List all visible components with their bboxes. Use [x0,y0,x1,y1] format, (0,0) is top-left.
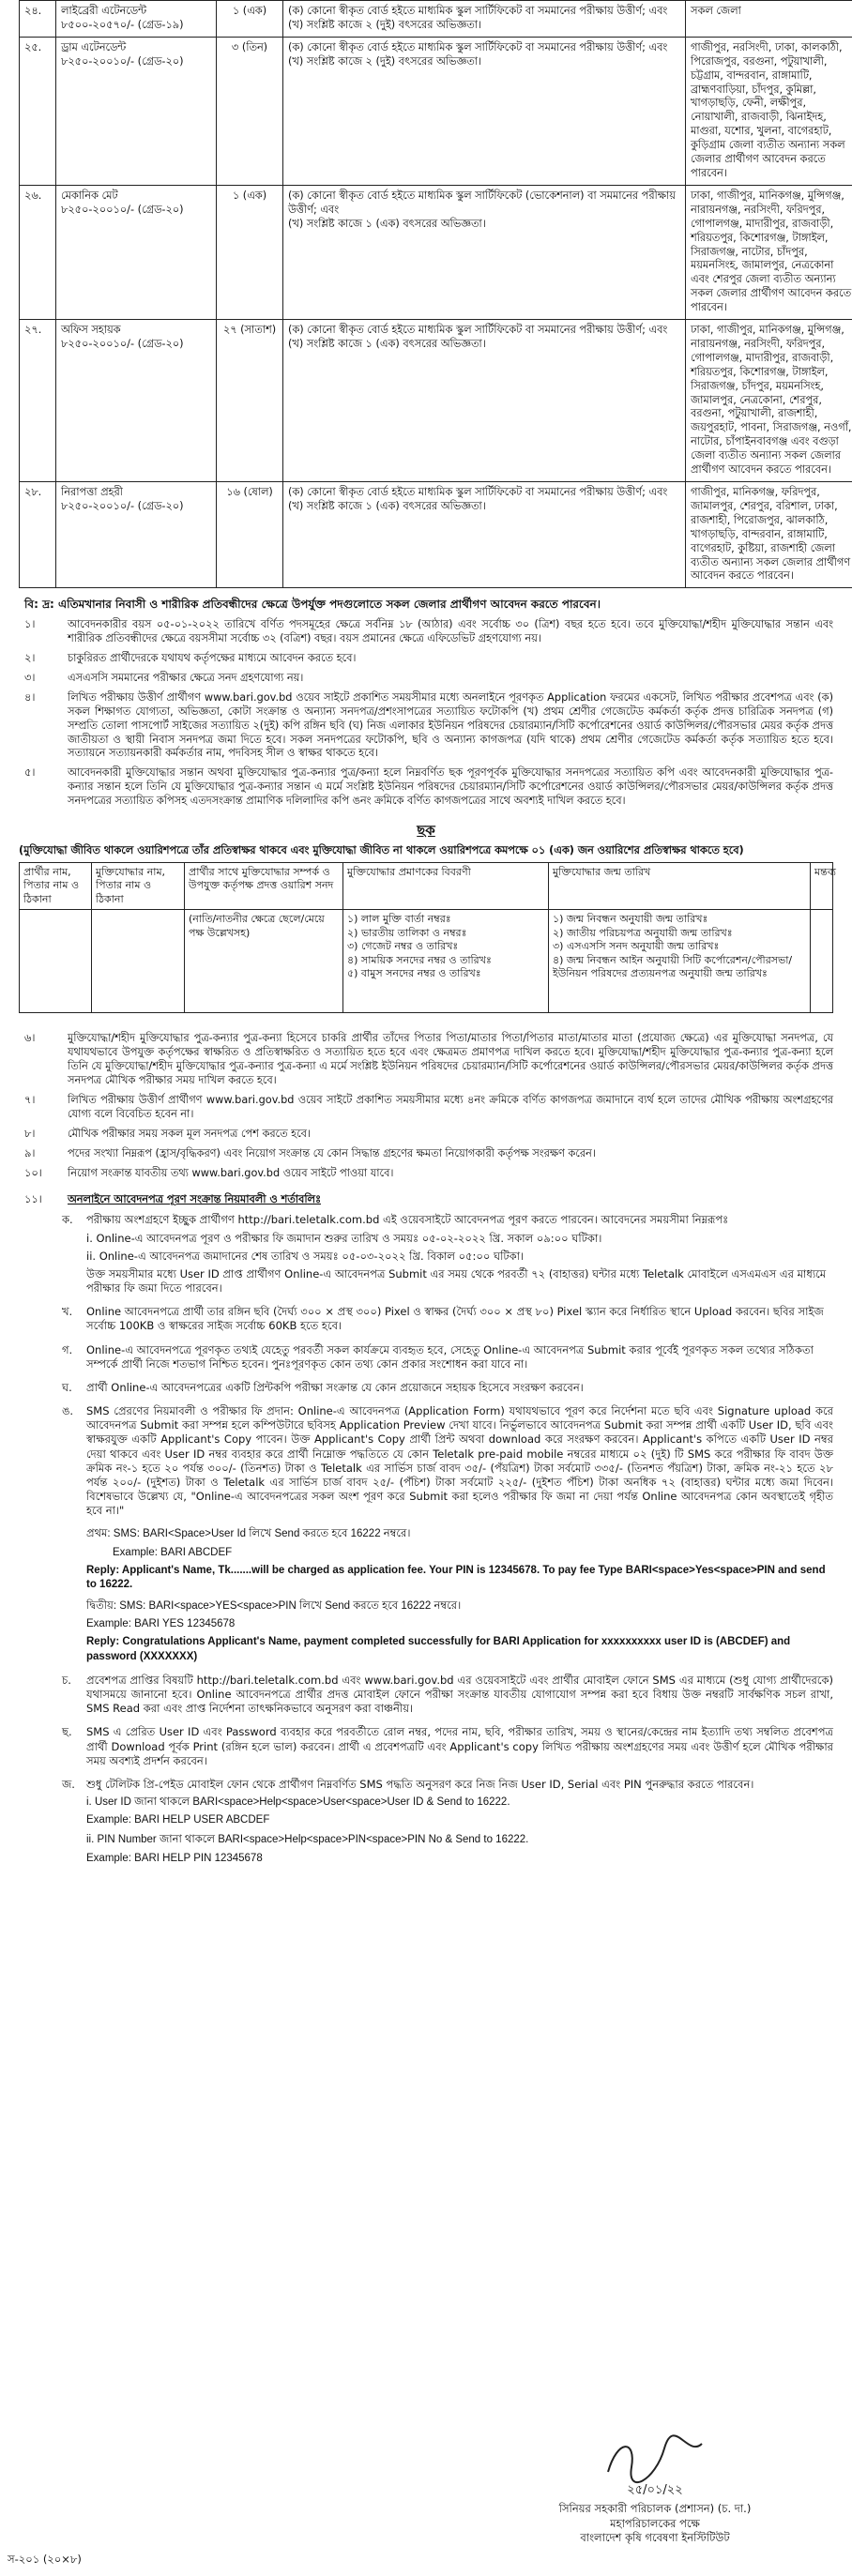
help-2-example: Example: BARI HELP PIN 12345678 [86,1852,263,1864]
sms-1-reply: Reply: Applicant's Name, Tk.......will be charged as application fee. Your PIN is 12345678. To pay fee Type BARI<space>Yes<space>PIN and send to 16222. [86,1564,826,1590]
online-e: SMS প্রেরণের নিয়মাবলী ও পরীক্ষার ফি প্রদান: Online-এ আবেদনপত্র (Application Form) যথাযথভাবে পূরণ করে নির্দেশনা মতে ছবি এবং Signature upload করে আবেদনপত্র Submit করা সম্পন্ন হলে কম্পিউটারে ছবিসহ Application Preview দেখা যাবে। নির্ভুলভাবে আবেদনপত্র Submit করা সম্পন্ন প্রার্থী একটি User ID, ছবি এবং স্বাক্ষরযুক্ত একটি Applicant's Copy পাবেন। উক্ত Applicant's Copy প্রার্থী প্রিন্ট অথবা download করে সংরক্ষণ করবেন। Applicant's কপিতে একটি User ID নম্বর দেয়া থাকবে এবং User ID নম্বর ব্যবহার করে প্রার্থী নিম্নোক্ত পদ্ধতিতে যে কোন Teletalk pre-paid mobile নম্বরের মাধ্যমে ০২ (দুই) টি SMS করে পরীক্ষার ফি বাবদ উক্ত ক্রমিক নং-১ হতে ২০ পর্যন্ত ৩০০/- (তিনশত) টাকা ও Teletalk এর সার্ভিস চার্জ বাবদ ৩৫/- (পঁয়ত্রিশ) টাকা সর্বমোট ৩৩৫/- (তিনশত পঁয়ত্রিশ) টাকা, ক্রমিক নং-২১ হতে ২৮ পর্যন্ত ২০০/- (দুইশত) টাকা ও Teletalk এর সার্ভিস চার্জ বাবদ ২৫/- (পঁচিশ) টাকা সর্বমোট ২২৫/- (দুইশত পঁচিশ) টাকা অনধিক ৭২ (বাহাত্তর) ঘন্টার মধ্যে জমা দিবেন। বিশেষভাবে উল্লেখ্য যে, "Online-এ আবেদনপত্রের সকল অংশ পূরণ করে Submit করা হলেও পরীক্ষার ফি জমা না দেয়া পর্যন্ত Online আবেদনপত্র কোন অবস্থাতেই গৃহীত হবে না।" [86,1404,833,1518]
numbered-clause [19,1032,833,1088]
proof-2: ২) ভারতীয় তালিকা ও নম্বরঃ [347,926,467,939]
online-g: SMS এ প্রেরিত User ID এবং Password ব্যবহার করে পরবর্তীতে রোল নম্বর, পদের নাম, ছবি, পরীক্ষার তারিখ, সময় ও স্থানের/কেন্দ্রের নাম ইত্যাদি তথ্য সম্বলিত প্রবেশপত্র প্রার্থী Download পূর্বক Print (রঙ্গিন হলে ভাল) করবেন। প্রার্থী এ প্রবেশপত্রটি এবং Applicant's copy লিখিত পরীক্ষায় অংশগ্রহণের সময় এবং উত্তীর্ণ হলে মৌখিক পরীক্ষার সময় অবশ্যই প্রদর্শন করবেন। [86,1725,833,1767]
proof-1: ১) লাল মুক্তি বার্তা নম্বরঃ [347,913,451,926]
clause-text: মৌখিক পরীক্ষার সময় সকল মূল সনদপত্র পেশ করতে হবে। [68,1127,311,1140]
signature-line1: সিনিয়র সহকারী পরিচালক (প্রশাসন) (চ. দা.) [558,2502,752,2516]
online-h: শুধু টেলিটক প্রি-পেইড মোবাইল ফোন থেকে প্রার্থীগণ নিম্নবর্ণিত SMS পদ্ধতি অনুসরণ করে নিজ নিজ User ID, Serial এবং PIN পুনরুদ্ধার করতে পারবেন। [86,1777,754,1791]
numbered-clause [19,1128,833,1142]
clause-text: এসএসসি সমমানের পরীক্ষার ক্ষেত্রে সনদ গ্রহণযোগ্য নয়। [68,671,304,684]
numbered-clause [19,766,833,809]
clause-text: লিখিত পরীক্ষায় উত্তীর্ণ প্রার্থীগণ www.bari.gov.bd ওয়েব সাইটে প্রকাশিত সময়সীমার মধ্যে ৪নং ক্রমিকে বর্ণিত কাগজপত্র জমাদানে ব্যর্থ হলে তাদের মৌখিক পরীক্ষায় অংশগ্রহণের যোগ্য বলে বিবেচিত হবেন না। [68,1093,833,1120]
numbered-clause [19,618,833,646]
job-no: ২৫. [20,37,56,185]
help-1-example: Example: BARI HELP USER ABCDEF [86,1814,270,1826]
clause-text: পদের সংখ্যা নিম্নরূপ (হ্রাস/বৃদ্ধিকরণ) এবং নিয়োগ সংক্রান্ত যে কোন সিদ্ধান্ত গ্রহণের ক্ষমতা নিয়োগকারী কর্তৃপক্ষ সংরক্ষণ করেন। [68,1146,596,1159]
notice-page: ২৪. লাইব্রেরী এটেনডেন্ট ৮৫০০-২০৫৭০/- (গ্রেড-১৯) ১ (এক) (ক) কোনো স্বীকৃত বোর্ড হইতে মাধ্যমিক স্কুল সার্টিফিকেট বা সমমানের পরীক্ষায় উত্তীর্ণ; এবং (খ) সংশ্লিষ্ট কাজে ২ (দুই) বৎসরের অভিজ্ঞতা। সকল জেলা ২৫. ড্রাম এটেনডেন্ট ৮২৫০-২০০১০/- (গ্রেড-২০) ৩ (তিন) (ক) কোনো স্বীকৃত বোর্ড হইতে মাধ্যমিক স্কুল সার্টিফিকেট বা সমমানের পরীক্ষায় উত্তীর্ণ; এবং (খ) সংশ্লিষ্ট কাজে ২ (দুই) বৎসরের অভিজ্ঞতা। গাজীপুর, নরসিংদী, ঢাকা, কালকাঠী, পিরোজপুর, বরগুনা, পটুয়াখালী, চট্টগ্রাম, বান্দরবান, রাঙ্গামাটি, ব্রাহ্মণবাড়িয়া, চাঁদপুর, কুমিল্লা, খাগড়াছড়ি, ফেনী, লক্ষীপুর, নোয়াখালী, রাজবাড়ী, ঝিনাইদহ, মাগুরা, যশোর, খুলনা, বাগেরহাট, কুড়িগ্রাম জেলা ব্যতীত অন্যান্য সকল জেলার প্রার্থীগণ আবেদন করতে পারবেন। ২৬. মেকানিক মেট ৮২৫০-২০০১০/- (গ্রেড-২০) ১ (এক) (ক) কোনো স্বীকৃত বোর্ড হইতে মাধ্যমিক স্কুল সার্টিফিকেট (ভোকেশনাল) বা সমমানের পরীক্ষায় উত্তীর্ণ; এবং (খ) সংশ্লিষ্ট কাজে ১ (এক) বৎসরের অভিজ্ঞতা। ঢাকা, গাজীপুর, মানিকগঞ্জ, মুন্সিগঞ্জ, নারায়নগঞ্জ, নরসিংদী, ফরিদপুর, গোপালগঞ্জ, মাদারীপুর, রাজবাড়ী, শরিয়তপুর, কিশোরগঞ্জ, টাঙ্গাইল, সিরাজগঞ্জ, নাটোর, চাঁদপুর, ময়মনসিংহ, জামালপুর, নেত্রকোনা এবং শেরপুর জেলা ব্যতীত অন্যান্য সকল জেলার প্রার্থীগণ আবেদন করতে পারবেন। ২৭. অফিস সহায়ক ৮২৫০-২০০১০/- (গ্রেড-২০) ২৭ (সাতাশ) (ক) কোনো স্বীকৃত বোর্ড হইতে মাধ্যমিক স্কুল সার্টিফিকেট বা সমমানের পরীক্ষায় উত্তীর্ণ; এবং (খ) সংশ্লিষ্ট কাজে ১ (এক) বৎসরের অভিজ্ঞতা। ঢাকা, গাজীপুর, মানিকগঞ্জ, মুন্সিগঞ্জ, নারায়নগঞ্জ, নরসিংদী, ফরিদপুর, গোপালগঞ্জ, মাদারীপুর, রাজবাড়ী, শরিয়তপুর, কিশোরগঞ্জ, টাঙ্গাইল, সিরাজগঞ্জ, চাঁদপুর, ময়মনসিংহ, জামালপুর, নেত্রকোনা, শেরপুর, বরগুনা, পটুয়াখালী, রাজশাহী, জয়পুরহাট, পাবনা, সিরাজগঞ্জ, নওগাঁ, নাটোর, চাঁপাইনবাবগঞ্জ এবং বগুড়া জেলা ব্যতীত অন্যান্য সকল জেলার প্রার্থীগণ আবেদন করতে পারবেন। ২৮. নিরাপত্তা প্রহরী ৮২৫০-২০০১০/- (গ্রেড-২০) ১৬ (ষোল) (ক) কোনো স্বীকৃত বোর্ড হইতে মাধ্যমিক স্কুল সার্টিফিকেট বা সমমানের পরীক্ষায় উত্তীর্ণ; এবং (খ) সংশ্লিষ্ট কাজে ১ (এক) বৎসরের অভিজ্ঞতা। গাজীপুর, মানিকগঞ্জ, ফরিদপুর, জামালপুর, শেরপুর, বরিশাল, ঢাকা, রাজশাহী, পিরোজপুর, ঝালকাঠি, খাগড়াছড়ি, বান্দরবান, রাঙ্গামাটি, বাগেরহাট, কুষ্টিয়া, রাজশাহী জেলা ব্যতীত অন্যান্য সকল জেলার প্রার্থীগণ আবেদন করতে পারবেন। বি: দ্র: এতিমখানার নিবাসী ও শারীরিক প্রতিবন্ধীদের ক্ষেত্রে উপর্যুক্ত পদগুলোতে সকল জেলার প্রার্থীগণ আবেদন করতে পারবেন। ১। আবেদনকারীর বয়স ০৫-০১-২০২২ তারিখে বর্ণিত পদসমূহের ক্ষেত্রে সর্বনিম্ন ১৮ (আঠার) এবং সর্বোচ্চ ৩০ (ত্রিশ) বছর হতে হবে। তবে মুক্তিযোদ্ধা/শহীদ মুক্তিযোদ্ধার সন্তান এবং শারীরিক প্রতিবন্ধীদের ক্ষেত্রে বয়সসীমা সর্বোচ্চ ৩২ (বত্রিশ) বছর। বয়স প্রমানের ক্ষেত্রে এফিডেভিট গ্রহণযোগ্য নয়। ২। চাকুরিরত প্রার্থীদেরকে যথাযথ কর্তৃপক্ষের মাধ্যমে আবেদন করতে হবে। ৩। এসএসসি সমমানের পরীক্ষার ক্ষেত্রে সনদ গ্রহণযোগ্য নয়। ৪। লিখিত পরীক্ষায় উত্তীর্ণ প্রার্থীগণ www.bari.gov.bd ওয়েব সাইটে প্রকাশিত সময়সীমার মধ্যে অনলাইনে পূরণকৃত Application ফরমের একসেট, লিখিত পরীক্ষার প্রবেশপত্র এবং (ক) সকল শিক্ষাগত যোগ্যতা, অভিজ্ঞতা, কোটা সংক্রান্ত ও অন্যান্য সনদপত্র/প্রশংসাপত্রের সত্যায়িত ফটোকপি (খ) প্রথম শ্রেণীর গেজেটেড কর্মকর্তা কর্তৃক প্রদত্ত চারিত্রিক সনদপত্র (গ) সম্প্রতি তোলা পাসপোর্ট সাইজের সত্যায়িত ২(দুই) কপি রঙ্গিন ছবি (ঘ) নিজ এলাকার ইউনিয়ন পরিষদের চেয়ারম্যান/সিটি কর্পোরেশনের ওয়ার্ড কাউন্সিলর/পৌরসভার মেয়র কর্তৃক প্রদত্ত জাতীয়তা ও স্থায়ী নিবাস সনদপত্র জমা দিতে হবে। সকল সনদপত্রের ফটোকপি, ছবি ও অন্যান্য কাগজপত্র (যদি থাকে) প্রথম শ্রেণীর গেজেটেড কর্মকর্তা কর্তৃক সত্যায়িত হতে হবে। সত্যায়নে সত্যায়নকারী কর্মকর্তার নাম, পদবিসহ সীল ও স্বাক্ষর থাকতে হবে। ৫। আবেদনকারী মুক্তিযোদ্ধার সন্তান অথবা মুক্তিযোদ্ধার পুত্র-কন্যার পুত্র/কন্যা হলে নিম্নবর্ণিত ছক পূরণপূর্বক মুক্তিযোদ্ধার সনদপত্রের সত্যায়িত কপি এবং আবেদনকারী মুক্তিযোদ্ধার পুত্র-কন্যার সন্তান হলে তিনি যে মুক্তিযোদ্ধার পুত্র-কন্যার সন্তান এ মর্মে সংশ্লিষ্ট ইউনিয়ন পরিষদের চেয়ারম্যান/সিটি কর্পোরেশনের ওয়ার্ড কাউন্সিলর/পৌরসভার মেয়র/কাউন্সিলর কর্তৃক প্রদত্ত সনদপত্রের সত্যায়িত কপিসহ এতদসংক্রান্ত প্রামাণিক দলিলাদির কপি ঙনং ক্রমিকে বর্ণিত কাগজপত্রের সাথে অবশ্যই দাখিল করতে হবে। ছক (মুক্তিযোদ্ধা জীবিত থাকলে ওয়ারিশপত্রে তাঁর প্রতিস্বাক্ষর থাকবে এবং মুক্তিযোদ্ধা জীবিত না থাকলে ওয়ারিশপত্রে কমপক্ষে ০১ (এক) জন ওয়ারিশের প্রতিস্বাক্ষর থাকতে হবে) প্রার্থীর নাম, পিতার নাম ও ঠিকানা মুক্তিযোদ্ধার নাম, পিতার নাম ও ঠিকানা প্রার্থীর সাথে মুক্তিযোদ্ধার সম্পর্ক ও উপযুক্ত কর্তৃপক্ষ প্রদত্ত ওয়ারিশ সনদ মুক্তিযোদ্ধার প্রমাণকের বিবরণী মুক্তিযোদ্ধার জন্ম তারিখ মন্তব্য (নাতি/নাতনীর ক্ষেত্রে ছেলে/মেয়ে পক্ষ উল্লেখসহ) ১) লাল মুক্তি বার্তা নম্বরঃ ২) ভারতীয় তালিকা ও নম্বরঃ ৩) গেজেট নম্বর ও তারিখঃ ৪) সাময়িক সনদের নম্বর ও তারিখঃ ৫) বামুস সনদের নম্বর ও তারিখঃ ১) জন্ম নিবন্ধন অনুযায়ী জন্ম তারিখঃ ২) জাতীয় পরিচয়পত্র অনুযায়ী জন্ম তারিখঃ ৩) এসএসসি সনদ অনুযায়ী জন্ম তারিখঃ ৪) জন্ম নিবন্ধন আইন অনুযায়ী সিটি কর্পোরেশন/পৌরসভা/ইউনিয়ন পরিষদের প্রত্যয়নপত্র অনুযায়ী জন্ম তারিখঃ ৬। মুক্তিযোদ্ধা/শহীদ মুক্তিযোদ্ধার পুত্র-কন্যার পুত্র-কন্যা হিসেবে চাকরি প্রার্থীর তাঁদের পিতার পিতা/মাতার পিতা/পিতার মাতা/মাতার মাতা (প্রযোজ্য ক্ষেত্রে) এর মুক্তিযোদ্ধা সনদপত্র, যে যথাযথভাবে উপযুক্ত কর্তৃপক্ষের স্বাক্ষরিত ও প্রতিস্বাক্ষরিত ও সত্যায়িত হতে হবে এবং ক্ষেত্রমত প্রমাণপত্র দাখিল করতে হবে। মুক্তিযোদ্ধা/শহীদ মুক্তিযোদ্ধার পুত্র-কন্যার পুত্র-কন্যা হলে তিনি যে মুক্তিযোদ্ধা/শহীদ মুক্তিযোদ্ধার পুত্র-কন্যার পুত্র-কন্যা এ মর্মে সংশ্লিষ্ট ইউনিয়ন পরিষদের চেয়ারম্যান/সিটি কর্পোরেশনের ওয়ার্ড কাউন্সিলর/পৌরসভার মেয়র/কাউন্সিলর কর্তৃক প্রদত্ত সনদপত্র মৌখিক পরীক্ষার সময় দাখিল করতে হবে। ৭। লিখিত পরীক্ষায় উত্তীর্ণ প্রার্থীগণ www.bari.gov.bd ওয়েব সাইটে প্রকাশিত সময়সীমার মধ্যে ৪নং ক্রমিকে বর্ণিত কাগজপত্র জমাদানে ব্যর্থ হলে তাদের মৌখিক পরীক্ষায় অংশগ্রহণের যোগ্য বলে বিবেচিত হবেন না। ৮। মৌখিক পরীক্ষার সময় সকল মূল সনদপত্র পেশ করতে হবে। ৯। পদের সংখ্যা নিম্নরূপ (হ্রাস/বৃদ্ধিকরণ) এবং নিয়োগ সংক্রান্ত যে কোন সিদ্ধান্ত গ্রহণের ক্ষমতা নিয়োগকারী কর্তৃপক্ষ সংরক্ষণ করেন। ১০। নিয়োগ সংক্রান্ত যাবতীয় তথ্য www.bari.gov.bd ওয়েব সাইটে পাওয়া যাবে। ১১। অনলাইনে আবেদনপত্র পূরণ সংক্রান্ত নিয়মাবলী ও শর্তাবলিঃ ক. পরীক্ষায় অংশগ্রহণে ইচ্ছুক প্রার্থীগণ http://bari.teletalk.com.bd এই ওয়েবসাইটে আবেদনপত্র পূরণ করতে পারবেন। আবেদনের সময়সীমা নিম্নরূপঃ i. Online-এ আবেদনপত্র পূরণ ও পরীক্ষার ফি জমাদান শুরুর তারিখ ও সময়ঃ ০৫-০২-২০২২ খ্রি. সকাল ০৯:০০ ঘটিকা। ii. Online-এ আবেদনপত্র জমাদানের শেষ তারিখ ও সময়ঃ ০৫-০৩-২০২২ খ্রি. বিকাল ০৫:০০ ঘটিকা। উক্ত সময়সীমার মধ্যে User ID প্রাপ্ত প্রার্থীগণ Online-এ আবেদনপত্র Submit এর সময় থেকে পরবর্তী ৭২ (বাহাত্তর) ঘন্টার মধ্যে Teletalk মোবাইলে এসএমএস এর মাধ্যমে পরীক্ষার ফি জমা দিতে পারবেন। খ. Online আবেদনপত্রে প্রার্থী তার রঙ্গিন ছবি (দৈর্ঘ্য ৩০০ × প্রস্থ ৩০০) Pixel ও স্বাক্ষর (দৈর্ঘ্য ৩০০ × প্রস্থ ৮০) Pixel স্ক্যান করে নির্ধারিত স্থানে Upload করবেন। ছবির সাইজ সর্বোচ্চ 100KB ও স্বাক্ষরের সাইজ সর্বোচ্চ 60KB হতে হবে। গ. Online-এ আবেদনপত্রে পূরণকৃত তথ্যই যেহেতু পরবর্তী সকল কার্যক্রমে ব্যবহৃত হবে, সেহেতু Online-এ আবেদনপত্র Submit করার পূর্বেই পূরণকৃত সকল তথ্যের সঠিকতা সম্পর্কে প্রার্থী নিজে শতভাগ নিশ্চিত হবেন। পুনঃপূরণকৃত কোন তথ্য কোন প্রকার সংশোধন করা যাবে না। ঘ. প্রার্থী Online-এ আবেদনপত্রের একটি প্রিন্টকপি পরীক্ষা সংক্রান্ত যে কোন প্রয়োজনে সহায়ক হিসেবে সংরক্ষণ করবেন। ঙ. SMS প্রেরণের নিয়মাবলী ও পরীক্ষার ফি প্রদান: Online-এ আবেদনপত্র (Application Form) যথাযথভাবে পূরণ করে নির্দেশনা মতে ছবি এবং Signature upload করে আবেদনপত্র Submit করা সম্পন্ন হলে কম্পিউটারে ছবিসহ Application Preview দেখা যাবে। নির্ভুলভাবে আবেদনপত্র Submit করা সম্পন্ন প্রার্থী একটি User ID, ছবি এবং স্বাক্ষরযুক্ত একটি Applicant's Copy পাবেন। উক্ত Applicant's Copy প্রার্থী প্রিন্ট অথবা download করে সংরক্ষণ করবেন। Applicant's কপিতে একটি User ID নম্বর দেয়া থাকবে এবং User ID নম্বর ব্যবহার করে প্রার্থী নিম্নোক্ত পদ্ধতিতে যে কোন Teletalk pre-paid mobile নম্বরের মাধ্যমে ০২ (দুই) টি SMS করে পরীক্ষার ফি বাবদ উক্ত ক্রমিক নং-১ হতে ২০ পর্যন্ত ৩০০/- (তিনশত) টাকা ও Teletalk এর সার্ভিস চার্জ বাবদ ৩৫/- (পঁয়ত্রিশ) টাকা সর্বমোট ৩৩৫/- (তিনশত পঁয়ত্রিশ) টাকা, ক্রমিক নং-২১ হতে ২৮ পর্যন্ত ২০০/- (দুইশত) টাকা ও Teletalk এর সার্ভিস চার্জ বাবদ ২৫/- (পঁচিশ) টাকা সর্বমোট ২২৫/- (দুইশত পঁচিশ) টাকা অনধিক ৭২ (বাহাত্তর) ঘন্টার মধ্যে জমা দিবেন। বিশেষভাবে উল্লেখ্য যে, "Online-এ আবেদনপত্রের সকল অংশ পূরণ করে Submit করা হলেও পরীক্ষার ফি জমা না দেয়া পর্যন্ত Online আবেদনপত্র কোন অবস্থাতেই গৃহীত হবে না।" প্রথম: SMS: BARI<Space>User Id লিখে Send করতে হবে 16222 নম্বরে। Example: BARI ABCDEF Reply: Applicant's Name, Tk.......will be charged as application fee. Your PIN is 12345678. To pay fee Type BARI<space>Yes<space>PIN and send to 16222. দ্বিতীয়: SMS: BARI<space>YES<space>PIN লিখে Send করতে হবে 16222 নম্বরে। Example: BARI YES 12345678 Reply: Congratulations Applicant's Name, payment completed successfully for BARI Application for xxxxxxxxxx user ID is (ABCDEF) and password (XXXXXXX) চ. প্রবেশপত্র প্রাপ্তির বিষয়টি http://bari.teletalk.com.bd এবং www.bari.gov.bd এর ওয়েবসাইটে এবং প্রার্থীর মোবাইল ফোনে SMS এর মাধ্যমে (শুধু যোগ্য প্রার্থীদেরকে) যথাসময়ে জানানো হবে। Online আবেদনপত্রে প্রার্থীর প্রদত্ত মোবাইল ফোনে পরীক্ষা সংক্রান্ত যাবতীয় যোগাযোগ সম্পন্ন করা হবে বিধায় উক্ত নম্বরটি সার্বক্ষণিক সচল রাখা, SMS Read করা এবং প্রাপ্ত নির্দেশনা তাৎক্ষনিকভাবে অনুসরণ করা বাঞ্চনীয়। ছ. SMS এ প্রেরিত User ID এবং Password ব্যবহার করে পরবর্তীতে রোল নম্বর, পদের নাম, ছবি, পরীক্ষার তারিখ, সময় ও স্থানের/কেন্দ্রের নাম ইত্যাদি তথ্য সম্বলিত প্রবেশপত্র প্রার্থী Download পূর্বক Print (রঙ্গিন হলে ভাল) করবেন। প্রার্থী এ প্রবেশপত্রটি এবং Applicant's copy লিখিত পরীক্ষায় অংশগ্রহণের সময় এবং উত্তীর্ণ হলে মৌখিক পরীক্ষার সময় অবশ্যই প্রদর্শন করবেন। জ. শুধু টেলিটক প্রি-পেইড মোবাইল ফোন থেকে প্রার্থীগণ নিম্নবর্ণিত SMS পদ্ধতি অনুসরণ করে নিজ নিজ User ID, Serial এবং PIN পুনরুদ্ধার করতে পারবেন। i. User ID জানা থাকলে BARI<space>Help<space>User<space>User ID & Send to 16222. Example: BARI HELP USER ABCDEF ii. PIN Number জানা থাকলে BARI<space>Help<space>PIN<space>PIN No & Send to 16222. Example: BARI HELP PIN 12345678 [19,0,833,1870]
job-row [20,482,852,588]
job-count: ১ (এক) [217,1,283,38]
job-qual-b: (খ) সংশ্লিষ্ট কাজে ২ (দুই) বৎসরের অভিজ্ঞতা। [288,54,482,68]
sms-2-reply: Reply: Congratulations Applicant's Name, payment completed successfully for BARI Application for xxxxxxxxxx user ID is (ABCDEF) and password (XXXXXXX) [86,1636,791,1662]
clause-number: ১০। [24,1166,42,1179]
clause-number: ৫। [24,766,36,780]
chhok-table [19,862,837,1014]
job-scale: ৮২৫০-২০০১০/- (গ্রেড-২০) [61,337,184,350]
footer-code: স-২০১ (২০×৮) [8,2552,82,2566]
signature-block [514,2430,796,2545]
signature-line2: মহাপরিচালকের পক্ষে [610,2516,700,2530]
clause-text: লিখিত পরীক্ষায় উত্তীর্ণ প্রার্থীগণ www.bari.gov.bd ওয়েব সাইটে প্রকাশিত সময়সীমার মধ্যে অনলাইনে পূরণকৃত Application ফরমের একসেট, লিখিত পরীক্ষার প্রবেশপত্র এবং (ক) সকল শিক্ষাগত যোগ্যতা, অভিজ্ঞতা, কোটা সংক্রান্ত ও অন্যান্য সনদপত্র/প্রশংসাপত্রের সত্যায়িত ফটোকপি (খ) প্রথম শ্রেণীর গেজেটেড কর্মকর্তা কর্তৃক প্রদত্ত চারিত্রিক সনদপত্র (গ) সম্প্রতি তোলা পাসপোর্ট সাইজের সত্যায়িত ২(দুই) কপি রঙ্গিন ছবি (ঘ) নিজ এলাকার ইউনিয়ন পরিষদের চেয়ারম্যান/সিটি কর্পোরেশনের ওয়ার্ড কাউন্সিলর/পৌরসভার মেয়র কর্তৃক প্রদত্ত জাতীয়তা ও স্থায়ী নিবাস সনদপত্র জমা দিতে হবে। সকল সনদপত্রের ফটোকপি, ছবি ও অন্যান্য কাগজপত্র (যদি থাকে) প্রথম শ্রেণীর গেজেটেড কর্মকর্তা কর্তৃক সত্যায়িত হতে হবে। সত্যায়নে সত্যায়নকারী কর্মকর্তার নাম, পদবিসহ সীল ও স্বাক্ষর থাকতে হবে। [68,690,833,760]
job-qual-a: (ক) কোনো স্বীকৃত বোর্ড হইতে মাধ্যমিক স্কুল সার্টিফিকেট (ভোকেশনাল) বা সমমানের পরীক্ষায় উত্তীর্ণ; এবং [288,189,676,216]
signature-date: ২৫/০১/২২ [627,2483,683,2498]
signature-scribble-icon [599,2430,711,2486]
online-title: অনলাইনে আবেদনপত্র পূরণ সংক্রান্ত নিয়মাবলী ও শর্তাবলিঃ [68,1193,321,1206]
job-post: মেকানিক মেট [61,189,118,202]
chhok-h4: মুক্তিযোদ্ধার প্রমাণকের বিবরণী [343,862,549,910]
job-qual-b: (খ) সংশ্লিষ্ট কাজে ১ (এক) বৎসরের অভিজ্ঞতা। [288,217,486,230]
job-qual-b: (খ) সংশ্লিষ্ট কাজে ২ (দুই) বৎসরের অভিজ্ঞতা। [288,18,482,31]
job-no: ২৭. [20,320,56,482]
job-qual-a: (ক) কোনো স্বীকৃত বোর্ড হইতে মাধ্যমিক স্কুল সার্টিফিকেট বা সমমানের পরীক্ষায় উত্তীর্ণ; এবং [288,486,668,498]
job-scale: ৮২৫০-২০০১০/- (গ্রেড-২০) [61,203,184,216]
job-row [20,1,852,38]
numbered-clause [19,672,833,686]
job-no: ২৬. [20,185,56,319]
sms-2: দ্বিতীয়: SMS: BARI<space>YES<space>PIN লিখে Send করতে হবে 16222 নম্বরে। [86,1600,462,1613]
clause-text: চাকুরিরত প্রার্থীদেরকে যথাযথ কর্তৃপক্ষের মাধ্যমে আবেদন করতে হবে। [68,651,357,664]
chhok-h6: মন্তব্য [811,862,833,910]
online-a2: ii. Online-এ আবেদনপত্র জমাদানের শেষ তারিখ ও সময়ঃ ০৫-০৩-২০২২ খ্রি. বিকাল ০৫:০০ ঘটিকা। [86,1249,525,1263]
job-post: অফিস সহায়ক [61,324,121,337]
clause-number: ৪। [24,690,36,704]
special-note: বি: দ্র: এতিমখানার নিবাসী ও শারীরিক প্রতিবন্ধীদের ক্ষেত্রে উপর্যুক্ত পদগুলোতে সকল জেলার প্রার্থীগণ আবেদন করতে পারবেন। [24,598,601,612]
dob-3: ৩) এসএসসি সনদ অনুযায়ী জন্ম তারিখঃ [553,940,720,953]
dob-2: ২) জাতীয় পরিচয়পত্র অনুযায়ী জন্ম তারিখঃ [553,926,733,939]
chhok-h2: মুক্তিযোদ্ধার নাম, পিতার নাম ও ঠিকানা [92,862,185,910]
proof-3: ৩) গেজেট নম্বর ও তারিখঃ [347,940,459,953]
clause-number: ৯। [24,1146,36,1159]
job-post: নিরাপত্তা প্রহরী [61,486,123,498]
job-no: ২৮. [20,482,56,588]
chhok-h5: মুক্তিযোদ্ধার জন্ম তারিখ [549,862,811,910]
job-qual-b: (খ) সংশ্লিষ্ট কাজে ১ (এক) বৎসরের অভিজ্ঞতা। [288,499,486,512]
job-qual-a: (ক) কোনো স্বীকৃত বোর্ড হইতে মাধ্যমিক স্কুল সার্টিফিকেট বা সমমানের পরীক্ষায় উত্তীর্ণ; এবং [288,40,668,53]
online-section: ১১। অনলাইনে আবেদনপত্র পূরণ সংক্রান্ত নিয়মাবলী ও শর্তাবলিঃ [19,1193,833,1207]
online-a3: উক্ত সময়সীমার মধ্যে User ID প্রাপ্ত প্রার্থীগণ Online-এ আবেদনপত্র Submit এর সময় থেকে পরবর্তী ৭২ (বাহাত্তর) ঘন্টার মধ্যে Teletalk মোবাইলে এসএমএস এর মাধ্যমে পরীক্ষার ফি জমা দিতে পারবেন। [86,1266,827,1296]
job-count: ৩ (তিন) [217,37,283,185]
numbered-clause [19,691,833,762]
online-c: Online-এ আবেদনপত্রে পূরণকৃত তথ্যই যেহেতু পরবর্তী সকল কার্যক্রমে ব্যবহৃত হবে, সেহেতু Online-এ আবেদনপত্র Submit করার পূর্বেই পূরণকৃত সকল তথ্যের সঠিকতা সম্পর্কে প্রার্থী নিজে শতভাগ নিশ্চিত হবেন। পুনঃপূরণকৃত কোন তথ্য কোন প্রকার সংশোধন করা যাবে না। [86,1342,814,1371]
clause-number: ৬। [24,1032,36,1045]
online-a: পরীক্ষায় অংশগ্রহণে ইচ্ছুক প্রার্থীগণ http://bari.teletalk.com.bd এই ওয়েবসাইটে আবেদনপত্র পূরণ করতে পারবেন। আবেদনের সময়সীমা নিম্নরূপঃ [86,1213,729,1227]
chhok-h3: প্রার্থীর সাথে মুক্তিযোদ্ধার সম্পর্ক ও উপযুক্ত কর্তৃপক্ষ প্রদত্ত ওয়ারিশ সনদ [185,862,343,910]
job-count: ১ (এক) [217,185,283,319]
signature-line3: বাংলাদেশ কৃষি গবেষণা ইনস্টিটিউট [580,2530,730,2544]
job-qual-a: (ক) কোনো স্বীকৃত বোর্ড হইতে মাধ্যমিক স্কুল সার্টিফিকেট বা সমমানের পরীক্ষায় উত্তীর্ণ; এবং [288,5,668,17]
job-row [20,185,852,319]
chhok-h3b: (নাতি/নাতনীর ক্ষেত্রে ছেলে/মেয়ে পক্ষ উল্লেখসহ) [185,910,343,1013]
job-post: লাইব্রেরী এটেনডেন্ট [61,5,146,17]
job-post: ড্রাম এটেনডেন্ট [61,40,127,53]
sms-1-example: Example: BARI ABCDEF [113,1546,233,1558]
job-scale: ৮২৫০-২০০১০/- (গ্রেড-২০) [61,499,184,512]
job-districts: ঢাকা, গাজীপুর, মানিকগঞ্জ, মুন্সিগঞ্জ, নারায়নগঞ্জ, নরসিংদী, ফরিদপুর, গোপালগঞ্জ, মাদারীপুর, রাজবাড়ী, শরিয়তপুর, কিশোরগঞ্জ, টাঙ্গাইল, সিরাজগঞ্জ, চাঁদপুর, ময়মনসিংহ, জামালপুর, নেত্রকোনা, শেরপুর, বরগুনা, পটুয়াখালী, রাজশাহী, জয়পুরহাট, পাবনা, সিরাজগঞ্জ, নওগাঁ, নাটোর, চাঁপাইনবাবগঞ্জ এবং বগুড়া জেলা ব্যতীত অন্যান্য সকল জেলার প্রার্থীগণ আবেদন করতে পারবেন। [686,320,852,482]
numbered-clause [19,1167,833,1181]
clause-number: ১। [24,618,36,631]
job-qual-b: (খ) সংশ্লিষ্ট কাজে ১ (এক) বৎসরের অভিজ্ঞতা। [288,337,486,350]
job-scale: ৮২৫০-২০০১০/- (গ্রেড-২০) [61,54,184,68]
numbered-clause [19,1094,833,1122]
online-d: প্রার্থী Online-এ আবেদনপত্রের একটি প্রিন্টকপি পরীক্ষা সংক্রান্ত যে কোন প্রয়োজনে সহায়ক হিসেবে সংরক্ষণ করবেন। [86,1380,584,1394]
online-a1: i. Online-এ আবেদনপত্র পূরণ ও পরীক্ষার ফি জমাদান শুরুর তারিখ ও সময়ঃ ০৫-০২-২০২২ খ্রি. সকাল ০৯:০০ ঘটিকা। [86,1231,602,1245]
clause-text: মুক্তিযোদ্ধা/শহীদ মুক্তিযোদ্ধার পুত্র-কন্যার পুত্র-কন্যা হিসেবে চাকরি প্রার্থীর তাঁদের পিতার পিতা/মাতার পিতা/পিতার মাতা/মাতার মাতা (প্রযোজ্য ক্ষেত্রে) এর মুক্তিযোদ্ধা সনদপত্র, যে যথাযথভাবে উপযুক্ত কর্তৃপক্ষের স্বাক্ষরিত ও প্রতিস্বাক্ষরিত ও সত্যায়িত হতে হবে এবং ক্ষেত্রমত প্রমাণপত্র দাখিল করতে হবে। মুক্তিযোদ্ধা/শহীদ মুক্তিযোদ্ধার পুত্র-কন্যার পুত্র-কন্যা হলে তিনি যে মুক্তিযোদ্ধা/শহীদ মুক্তিযোদ্ধার পুত্র-কন্যার পুত্র-কন্যা এ মর্মে সংশ্লিষ্ট ইউনিয়ন পরিষদের চেয়ারম্যান/সিটি কর্পোরেশনের ওয়ার্ড কাউন্সিলর/পৌরসভার মেয়র/কাউন্সিলর কর্তৃক প্রদত্ত সনদপত্র মৌখিক পরীক্ষার সময় দাখিল করতে হবে। [68,1032,833,1087]
proof-5: ৫) বামুস সনদের নম্বর ও তারিখঃ [347,967,481,980]
job-districts: গাজীপুর, নরসিংদী, ঢাকা, কালকাঠী, পিরোজপুর, বরগুনা, পটুয়াখালী, চট্টগ্রাম, বান্দরবান, রাঙ্গামাটি, ব্রাহ্মণবাড়িয়া, চাঁদপুর, কুমিল্লা, খাগড়াছড়ি, ফেনী, লক্ষীপুর, নোয়াখালী, রাজবাড়ী, ঝিনাইদহ, মাগুরা, যশোর, খুলনা, বাগেরহাট, কুড়িগ্রাম জেলা ব্যতীত অন্যান্য সকল জেলার প্রার্থীগণ আবেদন করতে পারবেন। [686,37,852,185]
job-scale: ৮৫০০-২০৫৭০/- (গ্রেড-১৯) [61,18,184,31]
chhok-h1: প্রার্থীর নাম, পিতার নাম ও ঠিকানা [20,862,92,910]
chhok-title: ছক [417,822,435,840]
sms-1: প্রথম: SMS: BARI<Space>User Id লিখে Send করতে হবে 16222 নম্বরে। [86,1528,411,1540]
job-districts: ঢাকা, গাজীপুর, মানিকগঞ্জ, মুন্সিগঞ্জ, নারায়নগঞ্জ, নরসিংদী, ফরিদপুর, গোপালগঞ্জ, মাদারীপুর, রাজবাড়ী, শরিয়তপুর, কিশোরগঞ্জ, টাঙ্গাইল, সিরাজগঞ্জ, নাটোর, চাঁদপুর, ময়মনসিংহ, জামালপুর, নেত্রকোনা এবং শেরপুর জেলা ব্যতীত অন্যান্য সকল জেলার প্রার্থীগণ আবেদন করতে পারবেন। [686,185,852,319]
online-f: প্রবেশপত্র প্রাপ্তির বিষয়টি http://bari.teletalk.com.bd এবং www.bari.gov.bd এর ওয়েবসাইটে এবং প্রার্থীর মোবাইল ফোনে SMS এর মাধ্যমে (শুধু যোগ্য প্রার্থীদেরকে) যথাসময়ে জানানো হবে। Online আবেদনপত্রে প্রার্থীর প্রদত্ত মোবাইল ফোনে পরীক্ষা সংক্রান্ত যাবতীয় যোগাযোগ সম্পন্ন করা হবে বিধায় উক্ত নম্বরটি সার্বক্ষণিক সচল রাখা, SMS Read করা এবং প্রাপ্ত নির্দেশনা তাৎক্ষনিকভাবে অনুসরণ করা বাঞ্চনীয়। [86,1673,833,1716]
numbered-clause [19,1147,833,1161]
job-qual-a: (ক) কোনো স্বীকৃত বোর্ড হইতে মাধ্যমিক স্কুল সার্টিফিকেট বা সমমানের পরীক্ষায় উত্তীর্ণ; এবং [288,324,668,337]
clause-text: আবেদনকারীর বয়স ০৫-০১-২০২২ তারিখে বর্ণিত পদসমূহের ক্ষেত্রে সর্বনিম্ন ১৮ (আঠার) এবং সর্বোচ্চ ৩০ (ত্রিশ) বছর হতে হবে। তবে মুক্তিযোদ্ধা/শহীদ মুক্তিযোদ্ধার সন্তান এবং শারীরিক প্রতিবন্ধীদের ক্ষেত্রে বয়সসীমা সর্বোচ্চ ৩২ (বত্রিশ) বছর। বয়স প্রমানের ক্ষেত্রে এফিডেভিট গ্রহণযোগ্য নয়। [68,618,833,645]
job-row [20,37,852,185]
job-no: ২৪. [20,1,56,38]
job-districts: গাজীপুর, মানিকগঞ্জ, ফরিদপুর, জামালপুর, শেরপুর, বরিশাল, ঢাকা, রাজশাহী, পিরোজপুর, ঝালকাঠি, খাগড়াছড়ি, বান্দরবান, রাঙ্গামাটি, বাগেরহাট, কুষ্টিয়া, রাজশাহী জেলা ব্যতীত অন্যান্য সকল জেলার প্রার্থীগণ আবেদন করতে পারবেন। [686,482,852,588]
clause-text: আবেদনকারী মুক্তিযোদ্ধার সন্তান অথবা মুক্তিযোদ্ধার পুত্র-কন্যার পুত্র/কন্যা হলে নিম্নবর্ণিত ছক পূরণপূর্বক মুক্তিযোদ্ধার সনদপত্রের সত্যায়িত কপি এবং আবেদনকারী মুক্তিযোদ্ধার পুত্র-কন্যার সন্তান হলে তিনি যে মুক্তিযোদ্ধার পুত্র-কন্যার সন্তান এ মর্মে সংশ্লিষ্ট ইউনিয়ন পরিষদের চেয়ারম্যান/সিটি কর্পোরেশনের ওয়ার্ড কাউন্সিলর/পৌরসভার মেয়র/কাউন্সিলর কর্তৃক প্রদত্ত সনদপত্রের সত্যায়িত কপিসহ এতদসংক্রান্ত প্রামাণিক দলিলাদির কপি ঙনং ক্রমিকে বর্ণিত কাগজপত্রের সাথে অবশ্যই দাখিল করতে হবে। [68,766,833,808]
proof-4: ৪) সাময়িক সনদের নম্বর ও তারিখঃ [347,953,492,966]
dob-1: ১) জন্ম নিবন্ধন অনুযায়ী জন্ম তারিখঃ [553,913,708,926]
chhok-intro: (মুক্তিযোদ্ধা জীবিত থাকলে ওয়ারিশপত্রে তাঁর প্রতিস্বাক্ষর থাকবে এবং মুক্তিযোদ্ধা জীবিত না থাকলে ওয়ারিশপত্রে কমপক্ষে ০১ (এক) জন ওয়ারিশের প্রতিস্বাক্ষর থাকতে হবে) [19,843,744,856]
online-b: Online আবেদনপত্রে প্রার্থী তার রঙ্গিন ছবি (দৈর্ঘ্য ৩০০ × প্রস্থ ৩০০) Pixel ও স্বাক্ষর (দৈর্ঘ্য ৩০০ × প্রস্থ ৮০) Pixel স্ক্যান করে নির্ধারিত স্থানে Upload করবেন। ছবির সাইজ সর্বোচ্চ 100KB ও স্বাক্ষরের সাইজ সর্বোচ্চ 60KB হতে হবে। [86,1305,824,1333]
job-row [20,320,852,482]
job-count: ১৬ (ষোল) [217,482,283,588]
help-1: i. User ID জানা থাকলে BARI<space>Help<space>User<space>User ID & Send to 16222. [86,1796,510,1809]
jobs-table [19,0,852,588]
help-2: ii. PIN Number জানা থাকলে BARI<space>Help<space>PIN<space>PIN No & Send to 16222. [86,1834,529,1846]
job-count: ২৭ (সাতাশ) [217,320,283,482]
numbered-clause [19,652,833,666]
sms-2-example: Example: BARI YES 12345678 [86,1618,236,1630]
clause-number: ৭। [24,1093,36,1106]
clause-number: ২। [24,651,36,664]
clause-number: ৩। [24,671,36,684]
dob-4: ৪) জন্ম নিবন্ধন আইন অনুযায়ী সিটি কর্পোরেশন/পৌরসভা/ইউনিয়ন পরিষদের প্রত্যয়নপত্র অনুযায়ী জন্ম তারিখঃ [553,953,793,980]
clause-number: ৮। [24,1127,36,1140]
clause-text: নিয়োগ সংক্রান্ত যাবতীয় তথ্য www.bari.gov.bd ওয়েব সাইটে পাওয়া যাবে। [68,1166,394,1179]
job-districts: সকল জেলা [686,1,852,38]
